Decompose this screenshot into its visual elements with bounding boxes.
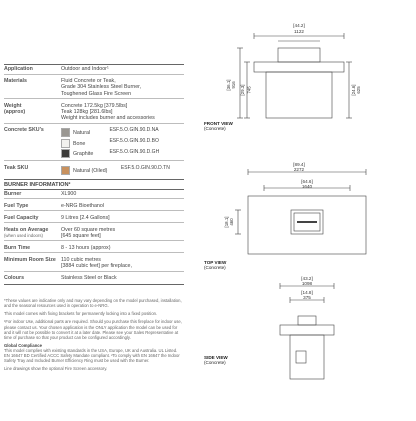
burner-section-title: BURNER INFORMATION² [4, 181, 71, 188]
sku-name: Natural [73, 129, 91, 136]
burner-row [4, 244, 184, 253]
side-view-sub: (Concrete) [204, 360, 226, 365]
dim-label: [14.8] [301, 290, 313, 295]
footnote: ¹For indoor Use, additional parts are required. Should you purchase this fireplace for indoor use, please contact us. Your chosen application is the ONLY application the model can be used for and it will not be possible to convert it at a later date. Please see your Sales Representative at time of purchase so that your product can be configured accordingly. [4, 319, 182, 340]
dim-label: 1122 [294, 29, 304, 34]
spec-panel [0, 0, 188, 416]
burner-row [4, 202, 184, 211]
weight-label: Weight [4, 102, 22, 109]
burner-value: e-NRG Bioethanol [61, 202, 104, 209]
burner-label: Heats on Average (when used indoors) [4, 226, 49, 238]
teak-swatch [61, 166, 70, 175]
footnote: *These values are indicative only and may vary depending on the model purchased, installation, and the seasonal resources used in operation to e-NRG. [4, 298, 182, 309]
footnotes [4, 298, 184, 375]
dim-label: 916 [231, 81, 236, 89]
dim-label: [24.6] [351, 84, 356, 96]
dim-label: [44.2] [293, 23, 305, 28]
dim-label: 1098 [301, 281, 313, 286]
concrete-sku-row [4, 126, 184, 161]
spec-label: Application [4, 66, 33, 73]
dim-label: 1640 [301, 184, 313, 189]
top-view-sub: (Concrete) [204, 265, 226, 270]
sku-item [61, 138, 184, 149]
sku-item [61, 148, 184, 159]
burner-row [4, 190, 184, 199]
technical-drawings [192, 0, 416, 416]
spec-value: Concrete 172.5kg [379.5lbs] Teak 128kg [281.6lbs] Weight includes burner and accessories [61, 102, 155, 122]
burner-value: Stainless Steel or Black [61, 275, 117, 282]
burner-label: Fuel Type [4, 202, 29, 209]
concrete-sku-label: Concrete SKU’s [4, 127, 44, 134]
drawing-canvas [192, 0, 416, 416]
sku-name: Natural (Oiled) [73, 167, 108, 174]
spec-value: Outdoor and Indoor¹ [61, 66, 109, 73]
front-view-label: FRONT VIEW [204, 121, 233, 126]
footnote: This model comes with fixing brackets for permanently locking into a fixed position. [4, 311, 158, 317]
burner-row [4, 226, 184, 241]
sku-item [61, 127, 184, 138]
spec-value: Fluid Concrete or Teak, Grade 304 Stainless Steel Burner, Toughened Glass Fire Screen [61, 78, 142, 97]
sku-name: Bone [73, 140, 86, 147]
sku-name: Graphite [73, 151, 94, 158]
dim-label: 375 [303, 295, 311, 300]
sku-code: ESF.5.O.GIN.90.D.BO [109, 137, 159, 144]
dim-label: [18.1] [224, 216, 229, 228]
footer-note: Line drawings show the optional Fire Screen accessory. [4, 366, 108, 372]
burner-value: 110 cubic metres [3884 cubic feet] per fireplace, [61, 256, 132, 270]
burner-row [4, 214, 184, 223]
burner-row [4, 256, 184, 271]
burner-value: XL900 [61, 190, 77, 197]
burner-value: Over 60 square metres [645 square feet] [61, 226, 116, 239]
graphite-swatch [61, 149, 70, 158]
spec-row-materials [4, 77, 184, 99]
dim-label: [36.1] [226, 79, 231, 91]
compliance-title: Global Compliance [4, 342, 42, 348]
front-view-sub: (Concrete) [204, 126, 226, 131]
spec-label: Materials [4, 78, 27, 85]
side-view-label: SIDE VIEW [204, 355, 228, 360]
dim-label: 2272 [293, 167, 305, 172]
burner-row [4, 274, 184, 283]
dim-label: 745 [246, 86, 252, 94]
dim-label: [64.6] [301, 179, 313, 184]
sku-code: ESF.5.O.GIN.90.D.GH [109, 148, 160, 155]
compliance-text: This model complies with existing standards in the USA, Europe, UK and Australia. UL Listed. EN 16647 BD Certified ACCC Safety Mandate compliant. ²To comply with EN 16647 the Indoor Safety Tray and Included Burner Efficiency Ring must be used with the Burner. [4, 348, 180, 364]
bone-swatch [61, 139, 70, 148]
teak-sku-label: Teak SKU [4, 164, 29, 171]
dim-label: [29.3] [240, 84, 245, 96]
spec-table [4, 64, 184, 285]
dim-label: 625 [356, 86, 361, 94]
burner-value: 8 - 13 hours (approx) [61, 244, 111, 251]
top-view-label: TOP VIEW [204, 260, 227, 265]
burner-label: Colours [4, 275, 25, 282]
burner-label: Burner [4, 190, 22, 197]
natural-swatch [61, 128, 70, 137]
spec-label [4, 102, 61, 124]
front-view-drawing [237, 33, 352, 118]
burner-label: Minimum Room Size [4, 256, 56, 263]
spec-row-weight [4, 102, 184, 124]
spec-row-application [4, 65, 184, 74]
sku-code: ESF.5.O.GIN.90.D.NA [109, 127, 159, 134]
burner-label: Burn Time [4, 244, 31, 251]
teak-sku-row [4, 164, 184, 177]
dim-label: [89.4] [293, 162, 305, 167]
dim-label: [43.2] [301, 276, 313, 281]
dim-label: 460 [229, 218, 234, 226]
burner-value: 9 Litres [2.4 Gallons] [61, 214, 110, 221]
burner-label: Fuel Capacity [4, 214, 39, 221]
weight-sublabel: (approx) [4, 108, 26, 115]
sku-code: ESF.5.O.GIN.90.D.TN [120, 164, 170, 171]
